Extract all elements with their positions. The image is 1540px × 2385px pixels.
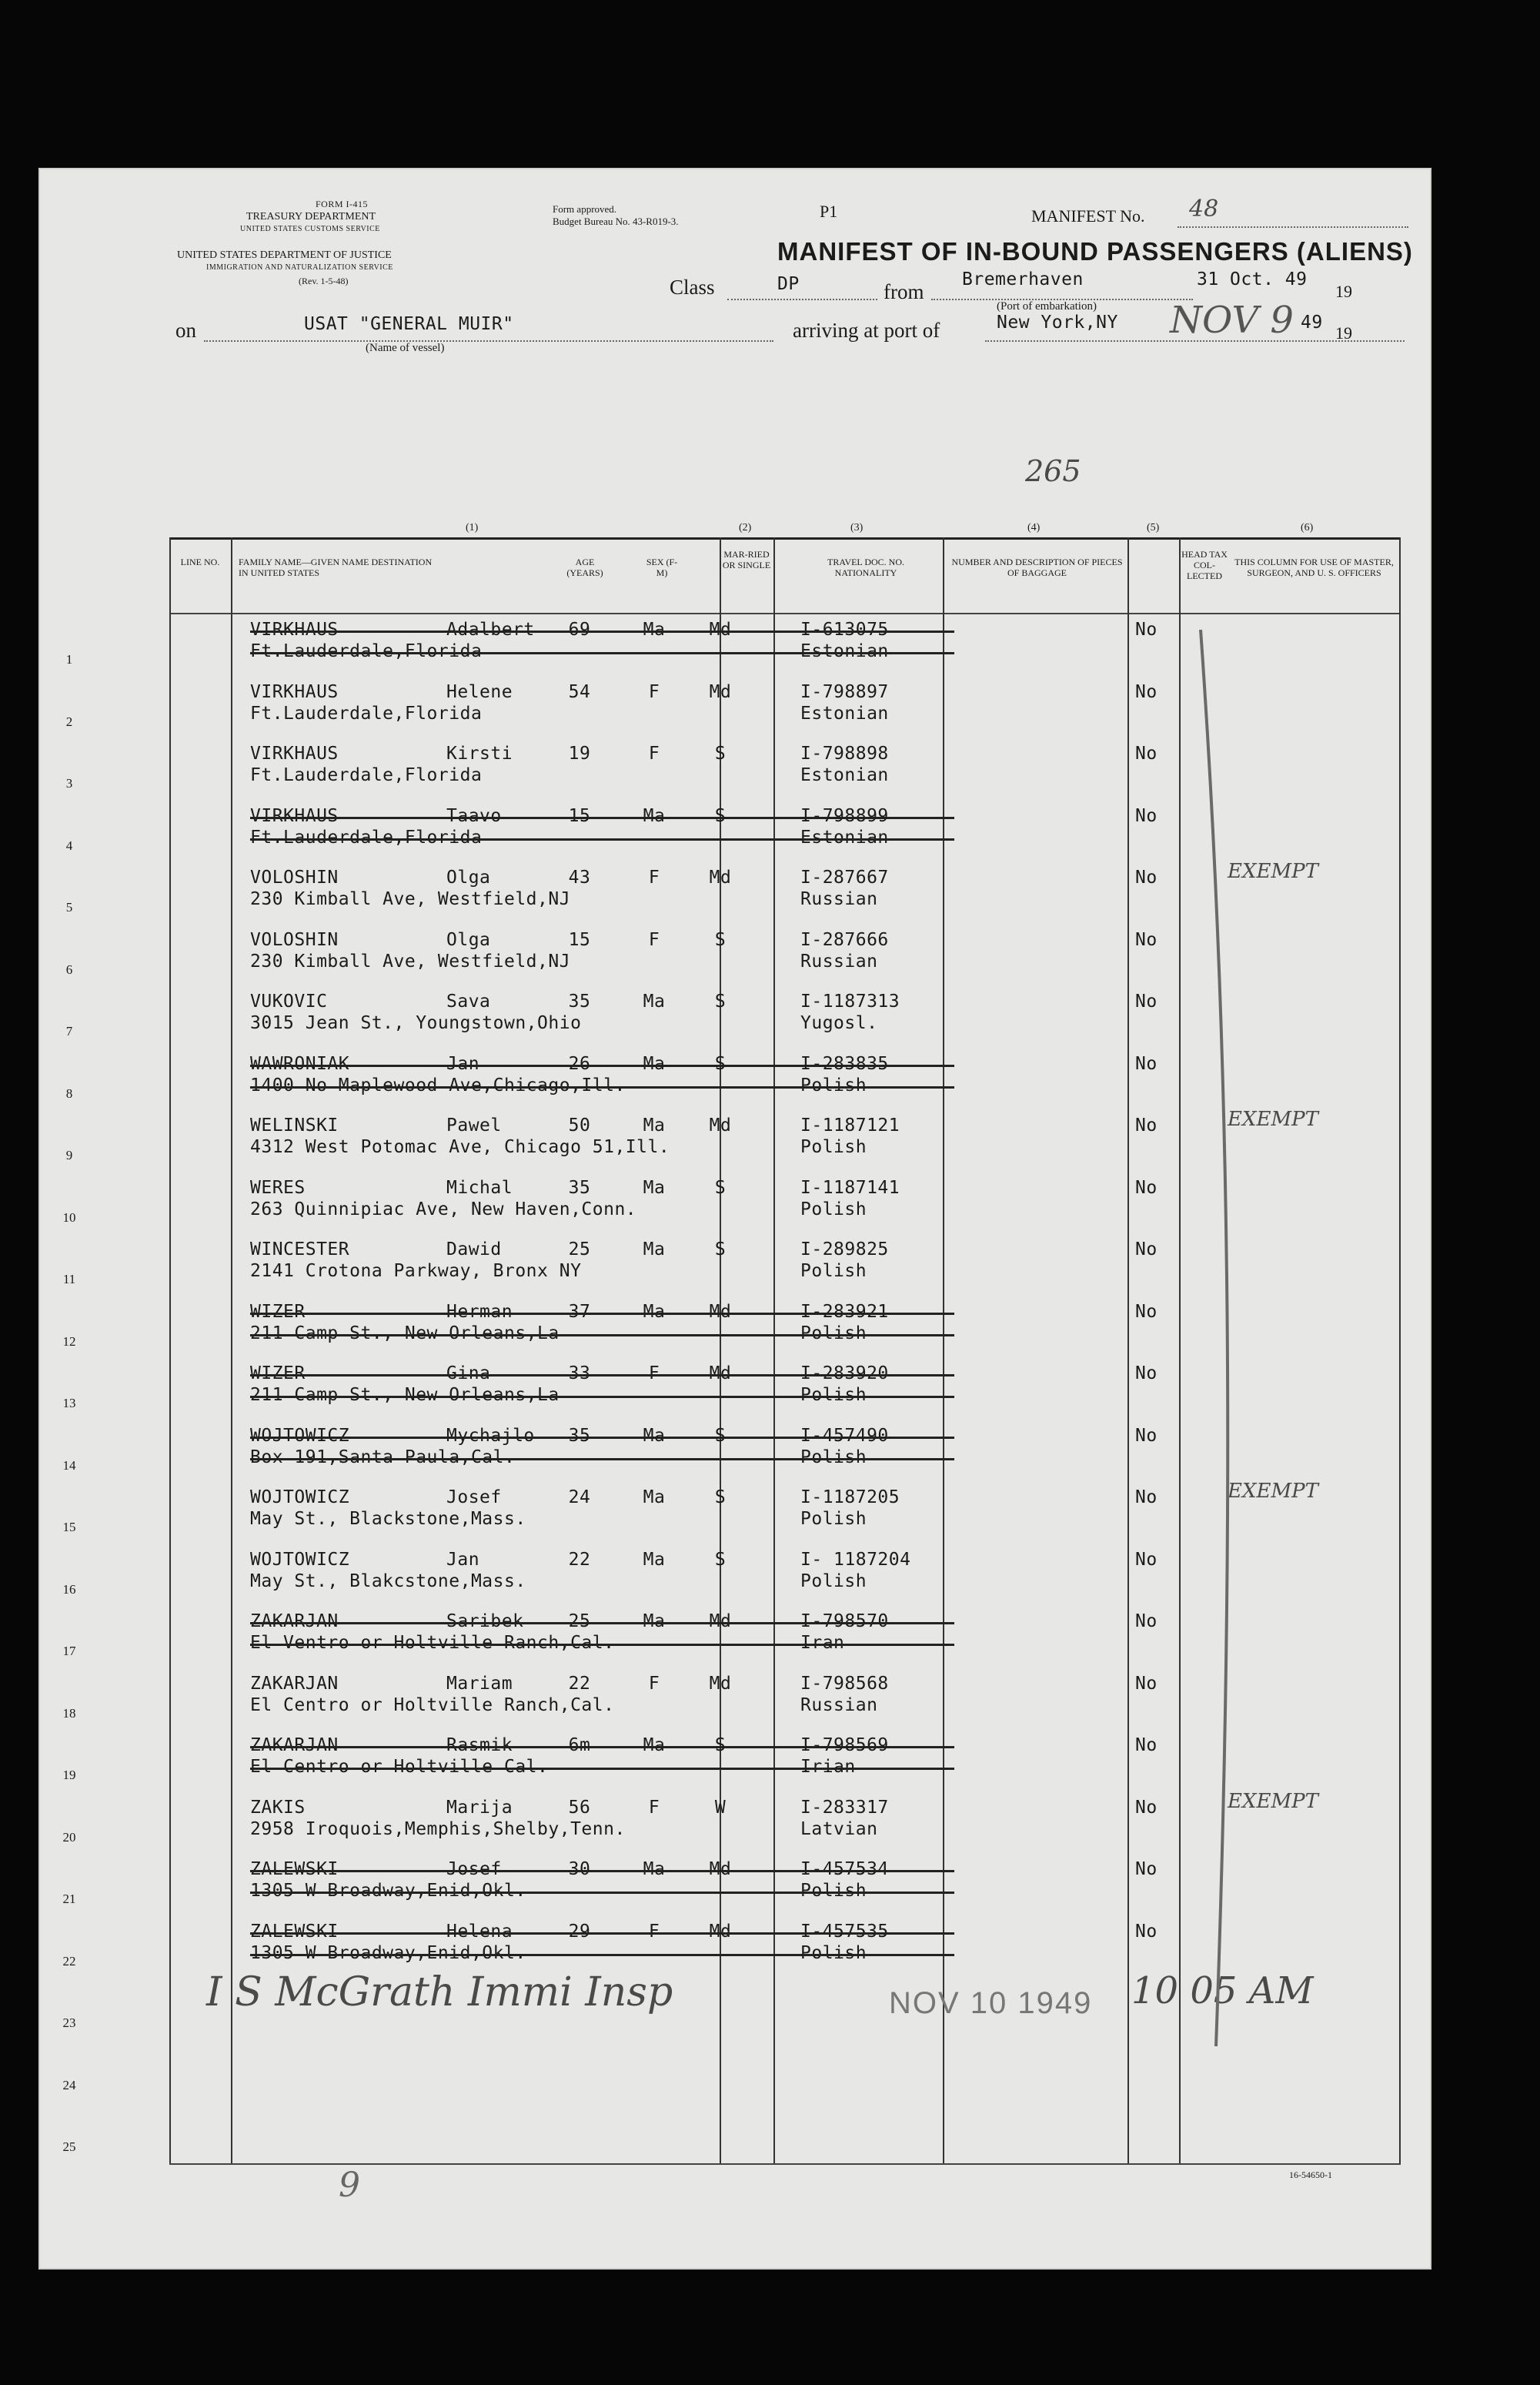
passenger-travel-doc: I-798569: [800, 1735, 889, 1755]
passenger-given-name: Gina: [446, 1363, 491, 1383]
line-number: 1: [65, 652, 73, 667]
head-tax-status: No: [1135, 929, 1158, 950]
passenger-nationality: Estonian: [800, 765, 889, 785]
line-number: 6: [65, 962, 73, 977]
footer-code: 16-54650-1: [1289, 2169, 1332, 2180]
passenger-sex: Ma: [643, 1859, 666, 1879]
passenger-surname: ZAKARJAN: [250, 1673, 339, 1694]
passenger-sex: F: [648, 681, 660, 702]
head-tax-status: No: [1135, 1487, 1158, 1507]
passenger-travel-doc: I-289825: [800, 1239, 889, 1259]
passenger-marital-status: W: [714, 1797, 727, 1818]
passenger-destination: 1400 No Maplewood Ave,Chicago,Ill.: [250, 1075, 626, 1095]
passenger-nationality: Russian: [800, 889, 878, 909]
passenger-age: 6m: [568, 1735, 591, 1755]
revision: (Rev. 1-5-48): [299, 276, 349, 286]
passenger-travel-doc: I- 1187204: [800, 1549, 911, 1570]
passenger-destination: May St., Blakcstone,Mass.: [250, 1570, 526, 1591]
inspector-signature: I S McGrath Immi Insp: [206, 1969, 673, 2015]
from-label: from: [884, 280, 924, 303]
passenger-age: 35: [568, 992, 591, 1012]
passenger-nationality: Russian: [800, 951, 878, 972]
manifest-title: MANIFEST OF IN-BOUND PASSENGERS (ALIENS): [777, 237, 1413, 266]
passenger-given-name: Olga: [446, 868, 491, 888]
from-value: Bremerhaven: [962, 269, 1084, 289]
passenger-travel-doc: I-283317: [800, 1797, 889, 1818]
passenger-given-name: Rasmik: [446, 1735, 513, 1755]
col-head-name: FAMILY NAME—GIVEN NAME DESTINATION IN UNITED STATES: [239, 557, 433, 578]
passenger-marital-status: Md: [709, 681, 732, 702]
passenger-destination: 4312 West Potomac Ave, Chicago 51,Ill.: [250, 1137, 670, 1157]
strike-through-line: [250, 838, 954, 841]
passenger-sex: Ma: [643, 1425, 666, 1446]
passenger-age: 15: [568, 805, 591, 826]
passenger-age: 69: [568, 620, 591, 640]
col-num-4: (4): [1027, 522, 1041, 534]
strike-through-line: [250, 1932, 954, 1935]
passenger-given-name: Josef: [446, 1487, 502, 1507]
passenger-given-name: Adalbert: [446, 620, 535, 640]
port-embark-caption: (Port of embarkation): [997, 300, 1097, 313]
passenger-nationality: Iran: [800, 1633, 845, 1653]
passenger-travel-doc: I-283920: [800, 1363, 889, 1383]
line-number: 9: [65, 1148, 73, 1162]
passenger-given-name: Saribek: [446, 1611, 524, 1631]
passenger-destination: 1305 W Broadway,Enid,Okl.: [250, 1881, 526, 1901]
head-tax-status: No: [1135, 1673, 1158, 1694]
head-tax-status: No: [1135, 1177, 1158, 1198]
passenger-sex: F: [648, 1363, 660, 1383]
passenger-sex: Ma: [643, 1549, 666, 1570]
passenger-sex: F: [648, 744, 660, 764]
passenger-nationality: Polish: [800, 1509, 867, 1529]
col-head-traveldoc: TRAVEL DOC. NO. NATIONALITY: [827, 557, 904, 578]
head-tax-status: No: [1135, 1239, 1158, 1259]
passenger-nationality: Polish: [800, 1942, 867, 1963]
passenger-given-name: Kirsti: [446, 744, 513, 764]
passenger-given-name: Jan: [446, 1053, 480, 1074]
passenger-nationality: Irian: [800, 1757, 856, 1777]
passenger-age: 43: [568, 868, 591, 888]
passenger-age: 15: [568, 929, 591, 950]
passenger-surname: WOJTOWICZ: [250, 1487, 350, 1507]
head-tax-status: No: [1135, 1053, 1158, 1074]
passenger-sex: Ma: [643, 1239, 666, 1259]
passenger-sex: F: [648, 868, 660, 888]
head-tax-status: No: [1135, 1549, 1158, 1570]
passenger-given-name: Olga: [446, 929, 491, 950]
line-number: 18: [62, 1705, 76, 1721]
passenger-surname: VIRKHAUS: [250, 744, 339, 764]
passenger-surname: WOJTOWICZ: [250, 1425, 350, 1446]
passenger-destination: Ft.Lauderdale,Florida: [250, 703, 483, 724]
passenger-marital-status: S: [714, 1735, 727, 1755]
passenger-marital-status: Md: [709, 1673, 732, 1694]
col-num-6: (6): [1301, 522, 1314, 534]
line-number: 20: [62, 1829, 76, 1845]
head-tax-status: No: [1135, 620, 1158, 640]
departure-date: 31 Oct. 49: [1197, 269, 1308, 289]
passenger-age: 33: [568, 1363, 591, 1383]
head-tax-status: No: [1135, 1859, 1158, 1879]
passenger-destination: May St., Blackstone,Mass.: [250, 1509, 526, 1529]
passenger-travel-doc: I-1187141: [800, 1177, 900, 1198]
passenger-age: 22: [568, 1673, 591, 1694]
passenger-marital-status: Md: [709, 1611, 732, 1631]
line-number: 11: [62, 1272, 76, 1286]
strike-through-line: [250, 1746, 954, 1748]
passenger-given-name: Herman: [446, 1301, 513, 1322]
passenger-nationality: Polish: [800, 1137, 867, 1157]
passenger-marital-status: S: [714, 1549, 727, 1570]
dept-treasury-sub: UNITED STATES CUSTOMS SERVICE: [240, 225, 380, 233]
class-label: Class: [670, 276, 715, 299]
line-number: 16: [62, 1581, 76, 1597]
passenger-sex: F: [648, 1797, 660, 1818]
passenger-destination: El Centro or Holtville Ranch,Cal.: [250, 1694, 615, 1715]
col-head-sex: SEX (F-M): [646, 557, 678, 578]
head-tax-status: No: [1135, 1921, 1158, 1942]
passenger-surname: VIRKHAUS: [250, 620, 339, 640]
passenger-given-name: Mariam: [446, 1673, 513, 1694]
passenger-age: 29: [568, 1921, 591, 1942]
arrival-year-suffix: 19: [1335, 323, 1352, 343]
head-tax-status: No: [1135, 992, 1158, 1012]
strike-through-line: [250, 1768, 954, 1770]
passenger-marital-status: Md: [709, 620, 732, 640]
passenger-destination: Ft.Lauderdale,Florida: [250, 641, 483, 661]
passenger-given-name: Mychajlo: [446, 1425, 535, 1446]
passenger-travel-doc: I-613075: [800, 620, 889, 640]
passenger-age: 37: [568, 1301, 591, 1322]
line-number: 2: [65, 714, 73, 729]
strike-through-line: [250, 1086, 954, 1089]
passenger-nationality: Polish: [800, 1261, 867, 1281]
passenger-surname: WOJTOWICZ: [250, 1549, 350, 1570]
col-num-5: (5): [1147, 522, 1160, 534]
pencil-bracket-line: [1170, 599, 1262, 2062]
passenger-marital-status: S: [714, 805, 727, 826]
strike-through-line: [250, 1870, 954, 1872]
strike-through-line: [250, 1954, 954, 1956]
passenger-marital-status: Md: [709, 1116, 732, 1136]
passenger-nationality: Estonian: [800, 641, 889, 661]
passenger-travel-doc: I-457490: [800, 1425, 889, 1446]
passenger-travel-doc: I-287666: [800, 929, 889, 950]
col-head-officers: THIS COLUMN FOR USE OF MASTER, SURGEON, AND U. S. OFFICERS: [1234, 557, 1394, 578]
passenger-destination: 211 Camp St., New Orleans,La: [250, 1323, 560, 1343]
vessel-name: USAT "GENERAL MUIR": [304, 314, 514, 334]
officer-note: EXEMPT: [1228, 1789, 1318, 1813]
passenger-destination: Box 191,Santa Paula,Cal.: [250, 1447, 516, 1467]
passenger-travel-doc: I-457535: [800, 1921, 889, 1942]
strike-through-line: [250, 1644, 954, 1646]
passenger-given-name: Marija: [446, 1797, 513, 1818]
line-number: 15: [62, 1520, 76, 1534]
passenger-given-name: Helene: [446, 681, 513, 702]
passenger-marital-status: Md: [709, 868, 732, 888]
line-number: 17: [62, 1644, 76, 1658]
passenger-age: 35: [568, 1425, 591, 1446]
passenger-travel-doc: I-1187205: [800, 1487, 900, 1507]
passenger-sex: Ma: [643, 1611, 666, 1631]
dept-justice: UNITED STATES DEPARTMENT OF JUSTICE: [177, 249, 392, 261]
line-number: 5: [65, 900, 73, 915]
head-tax-status: No: [1135, 805, 1158, 826]
passenger-sex: F: [648, 929, 660, 950]
line-number: 22: [62, 1953, 76, 1969]
passenger-travel-doc: I-798897: [800, 681, 889, 702]
passenger-surname: ZALEWSKI: [250, 1921, 339, 1942]
passenger-nationality: Russian: [800, 1694, 878, 1715]
passenger-age: 54: [568, 681, 591, 702]
passenger-age: 56: [568, 1797, 591, 1818]
passenger-marital-status: Md: [709, 1859, 732, 1879]
form-approved: Form approved.: [553, 203, 617, 215]
dept-justice-sub: IMMIGRATION AND NATURALIZATION SERVICE: [206, 263, 393, 272]
passenger-destination: 263 Quinnipiac Ave, New Haven,Conn.: [250, 1199, 637, 1219]
passenger-marital-status: S: [714, 1425, 727, 1446]
passenger-age: 22: [568, 1549, 591, 1570]
line-number: 14: [62, 1457, 76, 1473]
passenger-destination: 2958 Iroquois,Memphis,Shelby,Tenn.: [250, 1818, 626, 1839]
class-value: DP: [777, 274, 800, 294]
passenger-marital-status: S: [714, 929, 727, 950]
line-number: 25: [62, 2139, 76, 2154]
passenger-sex: Ma: [643, 992, 666, 1012]
line-number: 10: [62, 1209, 76, 1225]
passenger-destination: Ft.Lauderdale,Florida: [250, 827, 483, 848]
passenger-given-name: Michal: [446, 1177, 513, 1198]
col-head-line: LINE NO.: [180, 557, 220, 567]
passenger-surname: WELINSKI: [250, 1116, 339, 1136]
passenger-destination: El Ventro or Holtville Ranch,Cal.: [250, 1633, 615, 1653]
arrival-port: New York,NY: [997, 313, 1118, 333]
passenger-nationality: Polish: [800, 1323, 867, 1343]
year-suffix: 19: [1335, 282, 1352, 301]
passenger-nationality: Polish: [800, 1570, 867, 1591]
passenger-surname: VIRKHAUS: [250, 681, 339, 702]
passenger-marital-status: Md: [709, 1363, 732, 1383]
head-tax-status: No: [1135, 868, 1158, 888]
arrival-year: 49: [1301, 313, 1323, 333]
passenger-marital-status: S: [714, 1239, 727, 1259]
col-head-baggage: NUMBER AND DESCRIPTION OF PIECES OF BAGGAGE: [951, 557, 1123, 578]
passenger-surname: VOLOSHIN: [250, 929, 339, 950]
head-tax-status: No: [1135, 1611, 1158, 1631]
line-number: 13: [62, 1396, 76, 1410]
passenger-surname: ZAKIS: [250, 1797, 306, 1818]
passenger-sex: F: [648, 1673, 660, 1694]
table-top-rule: [169, 537, 1401, 540]
passenger-nationality: Yugosl.: [800, 1013, 878, 1033]
passenger-age: 35: [568, 1177, 591, 1198]
line-number: 21: [62, 1892, 76, 1906]
officer-note: EXEMPT: [1228, 1480, 1318, 1503]
passenger-travel-doc: I-798570: [800, 1611, 889, 1631]
page-mark: 9: [339, 2166, 360, 2205]
passenger-marital-status: S: [714, 1487, 727, 1507]
passenger-age: 19: [568, 744, 591, 764]
line-number: 4: [65, 838, 73, 853]
arrival-stamp: NOV 9: [1170, 299, 1294, 342]
inspection-stamp: NOV 10 1949: [889, 1986, 1093, 2020]
passenger-surname: WAWRONIAK: [250, 1053, 350, 1074]
head-tax-status: No: [1135, 744, 1158, 764]
line-number: 3: [65, 776, 73, 791]
strike-through-line: [250, 631, 954, 633]
passenger-marital-status: Md: [709, 1921, 732, 1942]
passenger-given-name: Pawel: [446, 1116, 502, 1136]
passenger-given-name: Jan: [446, 1549, 480, 1570]
passenger-age: 25: [568, 1239, 591, 1259]
passenger-given-name: Taavo: [446, 805, 502, 826]
vessel-caption: (Name of vessel): [366, 342, 445, 354]
col-head-married: MAR-RIED OR SINGLE: [722, 549, 771, 570]
officer-note: EXEMPT: [1228, 860, 1318, 883]
passenger-sex: Ma: [643, 1735, 666, 1755]
passenger-sex: Ma: [643, 1487, 666, 1507]
head-tax-status: No: [1135, 681, 1158, 702]
strike-through-line: [250, 1622, 954, 1624]
passenger-travel-doc: I-1187313: [800, 992, 900, 1012]
passenger-marital-status: Md: [709, 1301, 732, 1322]
passenger-given-name: Josef: [446, 1859, 502, 1879]
strike-through-line: [250, 1892, 954, 1894]
manifest-sheet: [38, 168, 1431, 2270]
on-label: on: [175, 319, 196, 342]
table-row: [38, 2106, 1431, 2167]
passenger-destination: Ft.Lauderdale,Florida: [250, 765, 483, 785]
passenger-travel-doc: I-798898: [800, 744, 889, 764]
col-num-3: (3): [850, 522, 864, 534]
head-tax-status: No: [1135, 1363, 1158, 1383]
passenger-marital-status: S: [714, 1053, 727, 1074]
passenger-age: 25: [568, 1611, 591, 1631]
strike-through-line: [250, 1437, 954, 1439]
passenger-sex: Ma: [643, 1053, 666, 1074]
passenger-given-name: Sava: [446, 992, 491, 1012]
page-code: P1: [820, 202, 838, 221]
passenger-destination: 230 Kimball Ave, Westfield,NJ: [250, 889, 571, 909]
manifest-no-label: MANIFEST No.: [1031, 206, 1145, 226]
passenger-given-name: Helena: [446, 1921, 513, 1942]
col-num-1: (1): [466, 522, 479, 534]
line-number: 12: [62, 1333, 76, 1349]
head-tax-status: No: [1135, 1301, 1158, 1322]
passenger-destination: 1305 W Broadway,Enid,Okl.: [250, 1942, 526, 1963]
passenger-destination: 211 Camp St., New Orleans,La: [250, 1385, 560, 1405]
passenger-nationality: Polish: [800, 1385, 867, 1405]
passenger-nationality: Estonian: [800, 827, 889, 848]
passenger-destination: 2141 Crotona Parkway, Bronx NY: [250, 1261, 582, 1281]
passenger-travel-doc: I-457534: [800, 1859, 889, 1879]
passenger-surname: WIZER: [250, 1363, 306, 1383]
line-number: 8: [65, 1085, 73, 1101]
passenger-surname: WIZER: [250, 1301, 306, 1322]
passenger-travel-doc: I-283835: [800, 1053, 889, 1074]
passenger-surname: ZALEWSKI: [250, 1859, 339, 1879]
passenger-travel-doc: I-283921: [800, 1301, 889, 1322]
strike-through-line: [250, 1313, 954, 1315]
form-number: FORM I-415: [316, 199, 369, 209]
dept-treasury: TREASURY DEPARTMENT: [246, 211, 376, 222]
officer-note: EXEMPT: [1228, 1108, 1318, 1131]
passenger-sex: Ma: [643, 805, 666, 826]
line-number: 7: [65, 1024, 73, 1039]
passenger-marital-status: S: [714, 744, 727, 764]
head-tax-status: No: [1135, 1425, 1158, 1446]
head-tax-status: No: [1135, 1797, 1158, 1818]
passenger-travel-doc: I-1187121: [800, 1116, 900, 1136]
line-number: 19: [62, 1768, 76, 1782]
arriving-label: arriving at port of: [793, 319, 940, 342]
passenger-sex: F: [648, 1921, 660, 1942]
strike-through-line: [250, 1396, 954, 1398]
head-tax-status: No: [1135, 1116, 1158, 1136]
strike-through-line: [250, 652, 954, 654]
col-head-headtax: HEAD TAX COL-LECTED: [1181, 549, 1228, 581]
passenger-age: 30: [568, 1859, 591, 1879]
line-number: 24: [62, 2077, 76, 2092]
passenger-nationality: Polish: [800, 1881, 867, 1901]
budget-bureau: Budget Bureau No. 43-R019-3.: [553, 216, 679, 227]
strike-through-line: [250, 817, 954, 819]
passenger-travel-doc: I-798568: [800, 1673, 889, 1694]
passenger-nationality: Latvian: [800, 1818, 878, 1839]
baggage-count: 265: [1025, 454, 1081, 488]
passenger-sex: Ma: [643, 1116, 666, 1136]
passenger-nationality: Polish: [800, 1447, 867, 1467]
passenger-age: 26: [568, 1053, 591, 1074]
passenger-surname: VIRKHAUS: [250, 805, 339, 826]
passenger-age: 50: [568, 1116, 591, 1136]
passenger-nationality: Estonian: [800, 703, 889, 724]
passenger-surname: WINCESTER: [250, 1239, 350, 1259]
passenger-destination: El Centro or Holtville Cal.: [250, 1757, 549, 1777]
passenger-surname: ZAKARJAN: [250, 1735, 339, 1755]
passenger-surname: VOLOSHIN: [250, 868, 339, 888]
passenger-sex: Ma: [643, 620, 666, 640]
arrival-time: 10 05 AM: [1131, 1969, 1314, 2012]
strike-through-line: [250, 1374, 954, 1376]
passenger-marital-status: S: [714, 992, 727, 1012]
passenger-travel-doc: I-798899: [800, 805, 889, 826]
passenger-surname: VUKOVIC: [250, 992, 328, 1012]
passenger-sex: Ma: [643, 1177, 666, 1198]
passenger-sex: Ma: [643, 1301, 666, 1322]
passenger-marital-status: S: [714, 1177, 727, 1198]
strike-through-line: [250, 1065, 954, 1067]
col-num-2: (2): [739, 522, 752, 534]
passenger-given-name: Dawid: [446, 1239, 502, 1259]
passenger-age: 24: [568, 1487, 591, 1507]
passenger-destination: 230 Kimball Ave, Westfield,NJ: [250, 951, 571, 972]
passenger-nationality: Polish: [800, 1075, 867, 1095]
col-head-age: AGE (YEARS): [566, 557, 603, 578]
strike-through-line: [250, 1334, 954, 1336]
passenger-nationality: Polish: [800, 1199, 867, 1219]
manifest-no-value: 48: [1189, 196, 1219, 222]
passenger-surname: ZAKARJAN: [250, 1611, 339, 1631]
passenger-destination: 3015 Jean St., Youngstown,Ohio: [250, 1013, 582, 1033]
line-number: 23: [62, 2015, 76, 2030]
head-tax-status: No: [1135, 1735, 1158, 1755]
passenger-travel-doc: I-287667: [800, 868, 889, 888]
strike-through-line: [250, 1458, 954, 1460]
passenger-surname: WERES: [250, 1177, 306, 1198]
